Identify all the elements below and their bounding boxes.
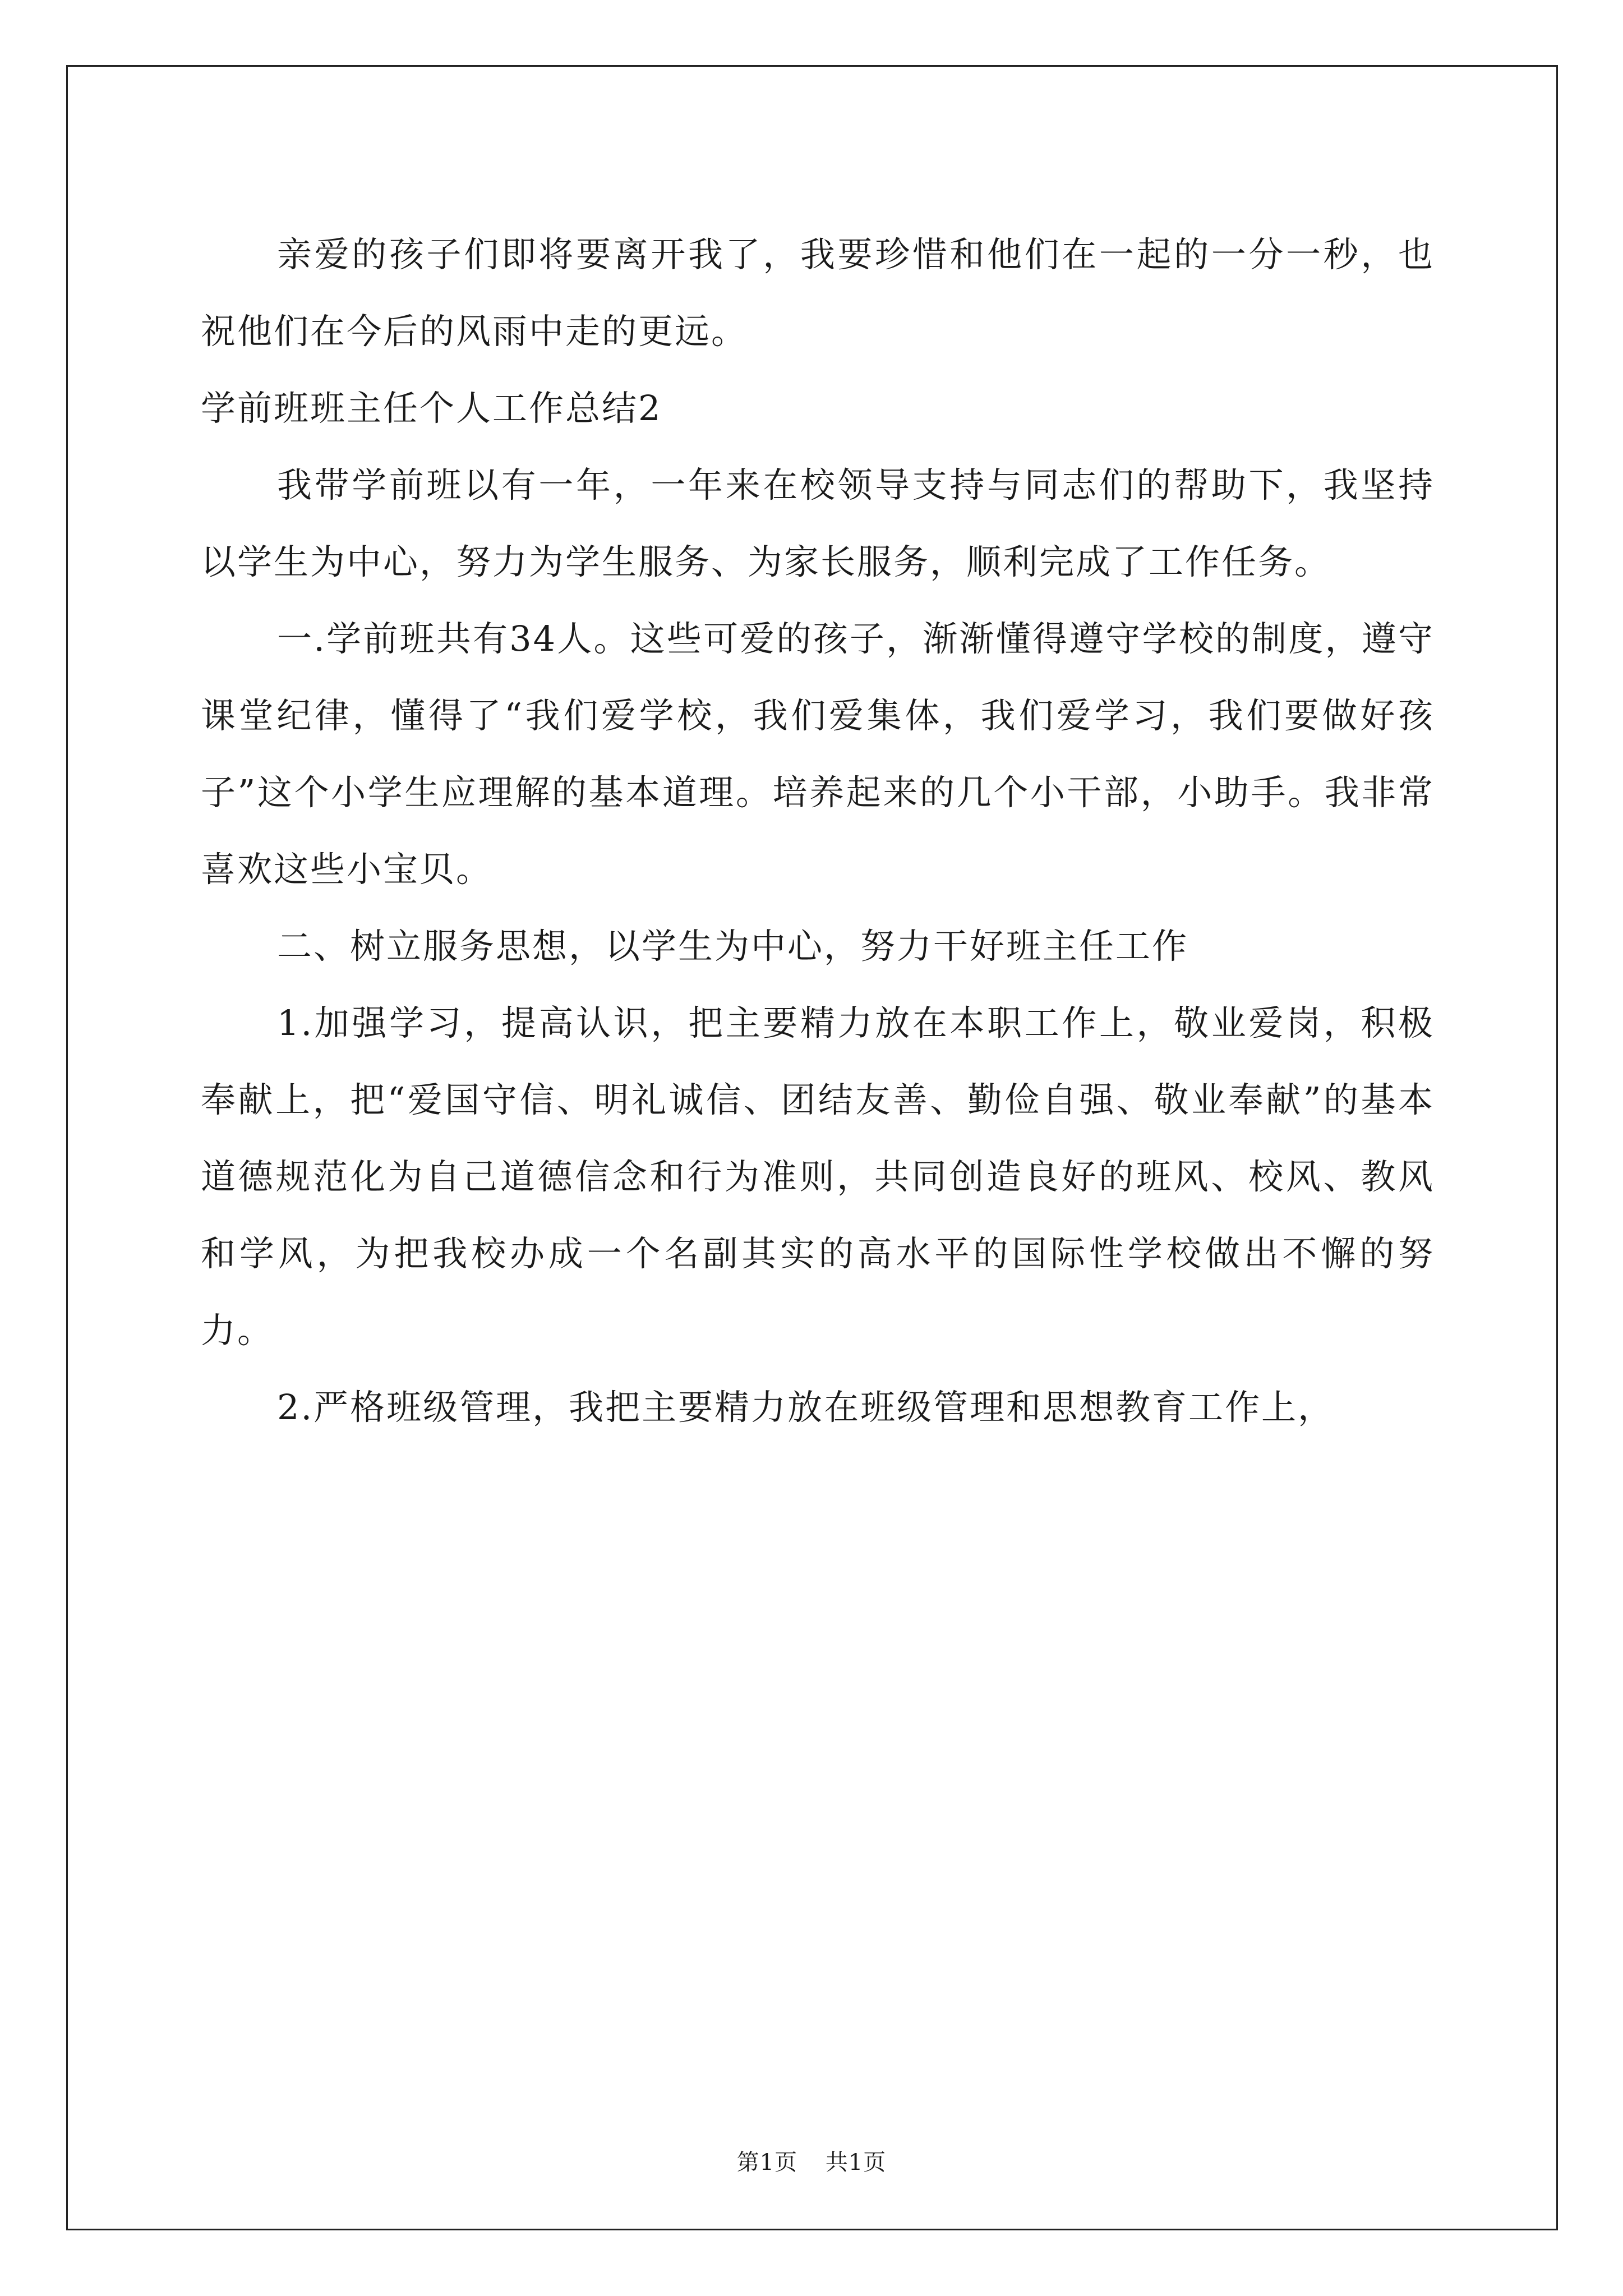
paragraph-closing: 亲爱的孩子们即将要离开我了，我要珍惜和他们在一起的一分一秒，也祝他们在今后的风雨中走的更远。 [201,234,1435,352]
page-number: 第1页 [736,2150,798,2175]
paragraph-study: 1.加强学习，提高认识，把主要精力放在本职工作上，敬业爱岗，积极奉献上，把“爱国守信、明礼诚信、团结友善、勤俭自强、敬业奉献”的基本道德规范化为自己道德信念和行为准则，共同创造良好的班风、校风、教风和学风，为把我校办成一个名副其实的高水平的国际性学校做出不懈的努力。 [201,1002,1435,1351]
paragraph-management: 2.严格班级管理，我把主要精力放在班级管理和思想教育工作上， [277,1387,1335,1428]
page-footer [0,2148,1623,2177]
page-total: 共1页 [825,2150,887,2175]
section-heading: 学前班班主任个人工作总结2 [201,388,662,429]
paragraph-intro: 我带学前班以有一年，一年来在校领导支持与同志们的帮助下，我坚持以学生为中心，努力为学生服务、为家长服务，顺利完成了工作任务。 [201,464,1435,582]
document-body [201,216,1435,1446]
paragraph-service-heading: 二、树立服务思想，以学生为中心，努力干好班主任工作 [277,926,1189,967]
paragraph-class-size: 一.学前班共有34人。这些可爱的孩子，渐渐懂得遵守学校的制度，遵守课堂纪律，懂得了“我们爱学校，我们爱集体，我们爱学习，我们要做好孩子”这个小学生应理解的基本道理。培养起来的几个小干部，小助手。我非常喜欢这些小宝贝。 [201,618,1435,890]
